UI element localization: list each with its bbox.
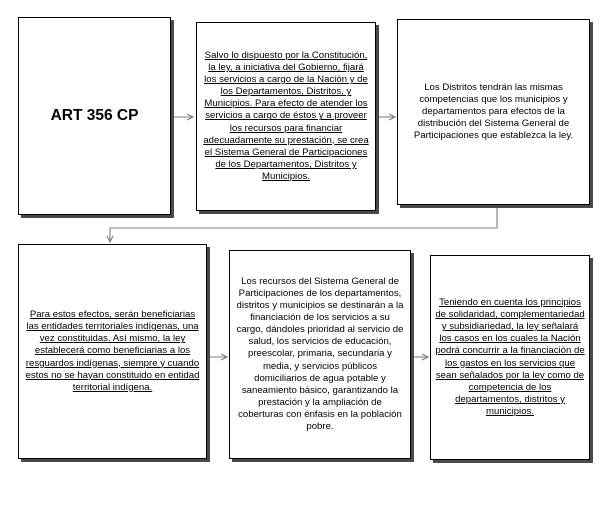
recursos-box: [229, 250, 411, 459]
art-356-box: [18, 17, 171, 215]
principios-box: [430, 255, 590, 460]
principios-text: Teniendo en cuenta los principios de solidaridad, complementariedad y subsidiariedad, la ley señalará los casos en los cuales la Nación podrá concurrir a la financiación de los gastos en los servicios que sean señalados por la ley como de competencia de los departamentos, distritos y municipios.: [435, 297, 585, 417]
art-356-title: ART 356 CP: [50, 107, 139, 124]
distritos-box: [397, 19, 590, 205]
dispuesto-box: [196, 22, 376, 211]
dispuesto-text: Salvo lo dispuesto por la Constitución, la ley, a iniciativa del Gobierno, fijará los servicios a cargo de la Nación y de los Departamentos, Distritos, y Municipios. Para efecto de atender los servicios a cargo de éstos y a proveer los recursos para financiar adecuadamente su prestación, se crea el Sistema General de Participaciones de los Departamentos, Distritos y Municipios.: [203, 49, 369, 182]
beneficiarias-text: Para estos efectos, serán beneficiarias las entidades territoriales indígenas, una vez constituidas. Así mismo, la ley establecerá como beneficiarias a los resguardos indígenas, siempre y cuando estos no se hayan constituido en entidad territorial indígena.: [25, 309, 200, 393]
beneficiarias-box: [18, 244, 207, 459]
recursos-text: Los recursos del Sistema General de Participaciones de los departamentos, distritos y municipios se destinarán a la financiación de los servicios a su cargo, dándoles prioridad al servicio de salud, los servicios de educación, preescolar, primaria, secundaria y media, y servicios públicos domiciliarios de agua potable y saneamiento básico, garantizando la prestación y la ampliación de coberturas con énfasis en la población pobre.: [236, 275, 404, 433]
distritos-text: Los Distritos tendrán las mismas competencias que los municipios y departamentos para efectos de la distribución del Sistema General de Participaciones que establezca la ley.: [413, 81, 574, 142]
